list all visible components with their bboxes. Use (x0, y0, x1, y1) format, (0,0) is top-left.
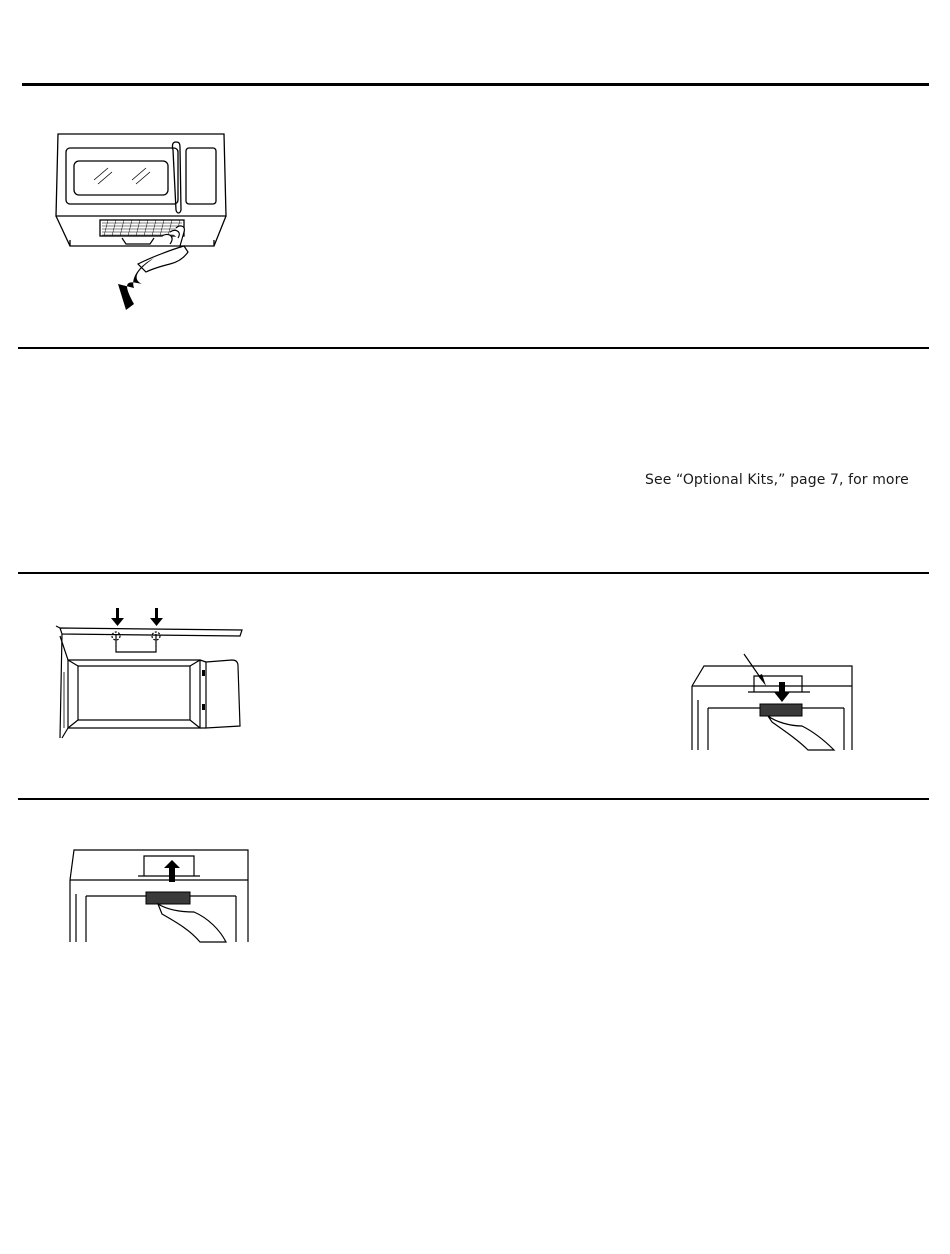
section-divider-1 (18, 347, 929, 349)
section-divider-3 (18, 798, 929, 800)
header-rule (22, 83, 929, 86)
filter-pull-down-illustration (690, 652, 856, 750)
optional-kits-note: See “Optional Kits,” page 7, for more (645, 472, 909, 488)
section-divider-2 (18, 572, 929, 574)
filter-push-up-illustration (68, 846, 250, 942)
microwave-open-door-illustration (54, 606, 246, 742)
microwave-filter-removal-illustration (50, 128, 230, 310)
